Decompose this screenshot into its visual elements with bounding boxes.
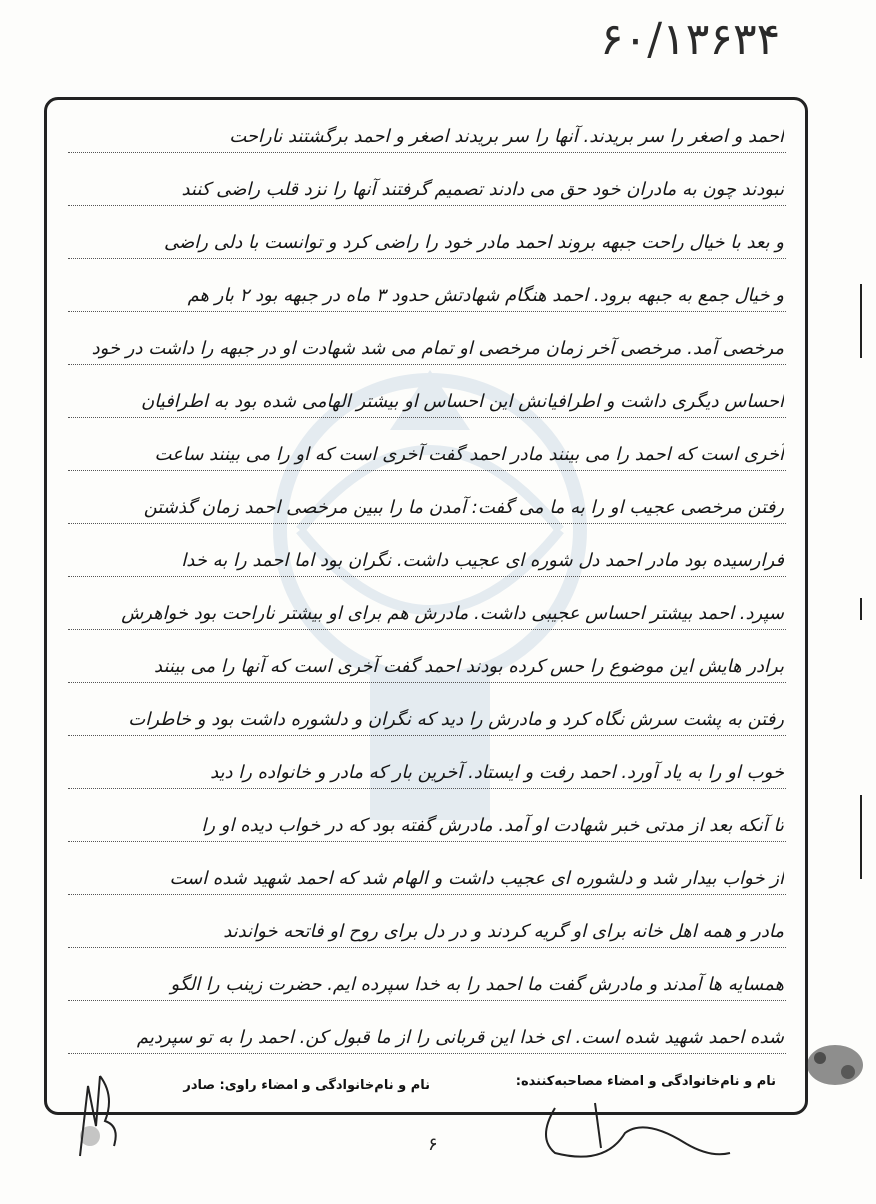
handwritten-line: همسایه ها آمدند و مادرش گفت ما احمد را به خدا سپرده ایم. حضرت زینب را الگو [170, 974, 784, 995]
ruled-line [68, 788, 786, 789]
ruled-line [68, 311, 786, 312]
signature-row [60, 1066, 800, 1098]
ruled-line [68, 523, 786, 524]
handwritten-line: برادر هایش این موضوع را حس کرده بودند احمد گفت آخری است که آنها را می بینند [154, 656, 784, 677]
ruled-line [68, 1000, 786, 1001]
ruled-line [68, 364, 786, 365]
interviewer-signature-label: نام و نام‌خانوادگی و امضاء مصاحبه‌کننده: [515, 1074, 776, 1089]
handwritten-line: سپرد. احمد بیشتر احساس عجیبی داشت. مادرش هم برای او بیشتر ناراحت بود خواهرش [121, 603, 784, 624]
handwritten-line: آخری است که احمد را می بینند مادر احمد گفت آخری است که او را می بینند ساعت [154, 444, 784, 465]
ruled-line [68, 735, 786, 736]
ruled-line [68, 1053, 786, 1054]
handwritten-line: و خیال جمع به جبهه برود. احمد هنگام شهادتش حدود ۳ ماه در جبهه بود ۲ بار هم [187, 285, 784, 306]
handwritten-line: شده احمد شهید شده است. ای خدا این قربانی را از ما قبول کن. احمد را به تو سپردیم [136, 1027, 784, 1048]
ruled-line [68, 417, 786, 418]
handwritten-line: فرارسیده بود مادر احمد دل شوره ای عجیب داشت. نگران بود اما احمد را به خدا [181, 550, 784, 571]
ruled-line [68, 576, 786, 577]
ruled-line [68, 629, 786, 630]
narrator-signature-label: نام و نام‌خانوادگی و امضاء راوی: صادر [183, 1078, 430, 1093]
interviewer-signature-scribble-icon [535, 1098, 735, 1168]
handwritten-text-area [68, 112, 788, 1052]
ruled-line [68, 258, 786, 259]
page-number: ۶ [428, 1134, 438, 1155]
margin-bracket-icon [858, 284, 864, 358]
handwritten-line: و بعد با خیال راحت جبهه بروند احمد مادر خود را راضی کرد و توانست با دلی راضی [164, 232, 784, 253]
handwritten-line: رفتن مرخصی عجیب او را به ما می گفت: آمدن ما را ببین مرخصی احمد زمان گذشتن [143, 497, 784, 518]
ruled-line [68, 682, 786, 683]
handwritten-line: مرخصی آمد. مرخصی آخر زمان مرخصی او تمام می شد شهادت او در جبهه را داشت در خود [91, 338, 784, 359]
ink-smudge-icon [800, 1040, 870, 1090]
margin-bracket-icon [858, 795, 864, 879]
handwritten-line: مادر و همه اهل خانه برای او گریه کردند و در دل برای روح او فاتحه خواندند [223, 921, 784, 942]
handwritten-line: احساس دیگری داشت و اطرافیانش این احساس او بیشتر الهامی شده بود به اطرافیان [141, 391, 784, 412]
handwritten-line: احمد و اصغر را سر بریدند. آنها را سر بریدند اصغر و احمد برگشتند ناراحت [229, 126, 784, 147]
handwritten-line: خوب او را به یاد آورد. احمد رفت و ایستاد. آخرین بار که مادر و خانواده را دید [210, 762, 784, 783]
margin-tick-icon [858, 598, 864, 620]
ruled-line [68, 470, 786, 471]
ruled-line [68, 841, 786, 842]
narrator-signature-scribble-icon [70, 1066, 130, 1166]
handwritten-line: از خواب بیدار شد و دلشوره ای عجیب داشت و الهام شد که احمد شهید شده است [169, 868, 784, 889]
ruled-line [68, 894, 786, 895]
ruled-line [68, 205, 786, 206]
ruled-line [68, 947, 786, 948]
handwritten-line: رفتن به پشت سرش نگاه کرد و مادرش را دید که نگران و دلشوره داشت بود و خاطرات [128, 709, 784, 730]
handwritten-line: نبودند چون به مادران خود حق می دادند تصمیم گرفتند آنها را نزد قلب راضی کنند [181, 179, 784, 200]
document-number: ۶۰/۱۳۶۳۴ [600, 14, 781, 65]
ruled-line [68, 152, 786, 153]
handwritten-line: تا آنکه بعد از مدتی خبر شهادت او آمد. مادرش گفته بود که در خواب دیده او را [201, 815, 784, 836]
